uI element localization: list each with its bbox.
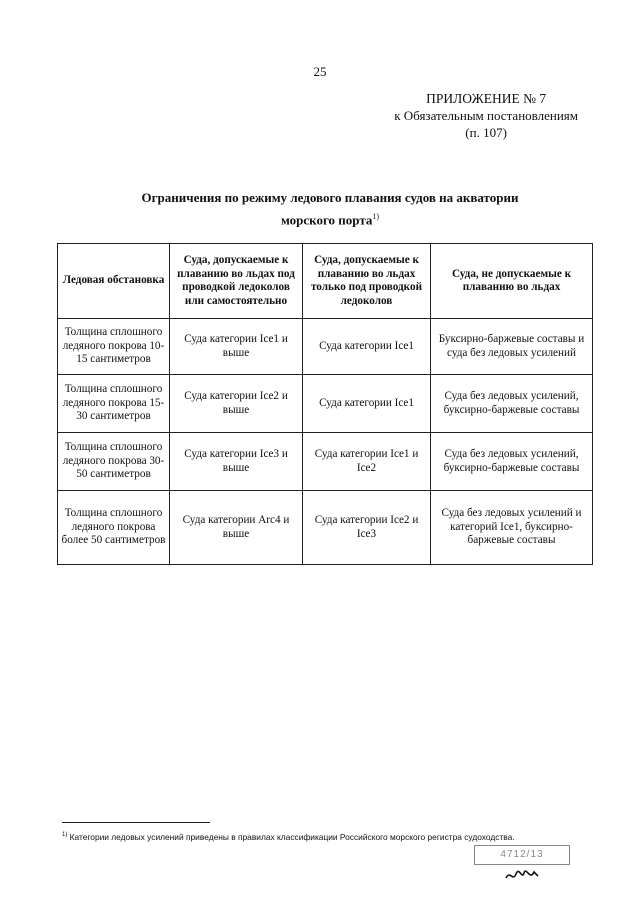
cell-allowed-independent: Суда категории Ice2 и выше xyxy=(170,375,303,433)
appendix-header xyxy=(394,90,578,141)
table-header-row xyxy=(58,244,593,319)
table-row xyxy=(58,491,593,565)
header-not-allowed: Суда, не допускаемые к плаванию во льдах xyxy=(431,244,593,319)
title-line-2 xyxy=(100,207,560,229)
table-row xyxy=(58,375,593,433)
cell-allowed-escort-only: Суда категории Ice1 и Ice2 xyxy=(303,433,431,491)
footnote xyxy=(62,832,602,842)
appendix-title: ПРИЛОЖЕНИЕ № 7 xyxy=(426,91,547,106)
cell-allowed-escort-only: Суда категории Ice1 xyxy=(303,319,431,375)
cell-ice-conditions: Толщина сплошного ледяного покрова 10-15 сантиметров xyxy=(58,319,170,375)
header-allowed-independent: Суда, допускаемые к плаванию во льдах под проводкой ледоколов или самостоятельно xyxy=(170,244,303,319)
title-line-2-text: морского порта xyxy=(280,212,373,228)
footnote-divider xyxy=(62,822,210,823)
handwritten-signature xyxy=(504,866,540,889)
signature-scribble xyxy=(504,866,540,884)
cell-not-allowed: Суда без ледовых усилений, буксирно-баржевые составы xyxy=(431,375,593,433)
registration-stamp: 4712/13 xyxy=(474,845,570,865)
document-title xyxy=(100,188,560,229)
header-ice-conditions: Ледовая обстановка xyxy=(58,244,170,319)
cell-allowed-independent: Суда категории Ice1 и выше xyxy=(170,319,303,375)
cell-allowed-independent: Суда категории Arc4 и выше xyxy=(170,491,303,565)
cell-not-allowed: Суда без ледовых усилений и категорий Ice1, буксирно-баржевые составы xyxy=(431,491,593,565)
cell-not-allowed: Суда без ледовых усилений, буксирно-баржевые составы xyxy=(431,433,593,491)
title-footnote-ref: 1) xyxy=(372,212,380,221)
table-row xyxy=(58,319,593,375)
page-number: 25 xyxy=(313,64,327,79)
cell-ice-conditions: Толщина сплошного ледяного покрова 15-30 сантиметров xyxy=(58,375,170,433)
title-line-1: Ограничения по режиму ледового плавания судов на акватории xyxy=(141,190,519,205)
header-allowed-escort-only: Суда, допускаемые к плаванию во льдах только под проводкой ледоколов xyxy=(303,244,431,319)
cell-allowed-escort-only: Суда категории Ice2 и Ice3 xyxy=(303,491,431,565)
table-row xyxy=(58,433,593,491)
footnote-text: Категории ледовых усилений приведены в правилах классификации Российского морского регистра судоходства. xyxy=(69,832,515,842)
cell-ice-conditions: Толщина сплошного ледяного покрова 30-50 сантиметров xyxy=(58,433,170,491)
appendix-clause: (п. 107) xyxy=(465,125,507,140)
cell-ice-conditions: Толщина сплошного ледяного покрова более 50 сантиметров xyxy=(58,491,170,565)
cell-not-allowed: Буксирно-баржевые составы и суда без ледовых усилений xyxy=(431,319,593,375)
appendix-reference: к Обязательным постановлениям xyxy=(394,108,578,123)
ice-restrictions-table xyxy=(57,243,593,565)
cell-allowed-escort-only: Суда категории Ice1 xyxy=(303,375,431,433)
footnote-marker: 1) xyxy=(62,832,68,839)
cell-allowed-independent: Суда категории Ice3 и выше xyxy=(170,433,303,491)
